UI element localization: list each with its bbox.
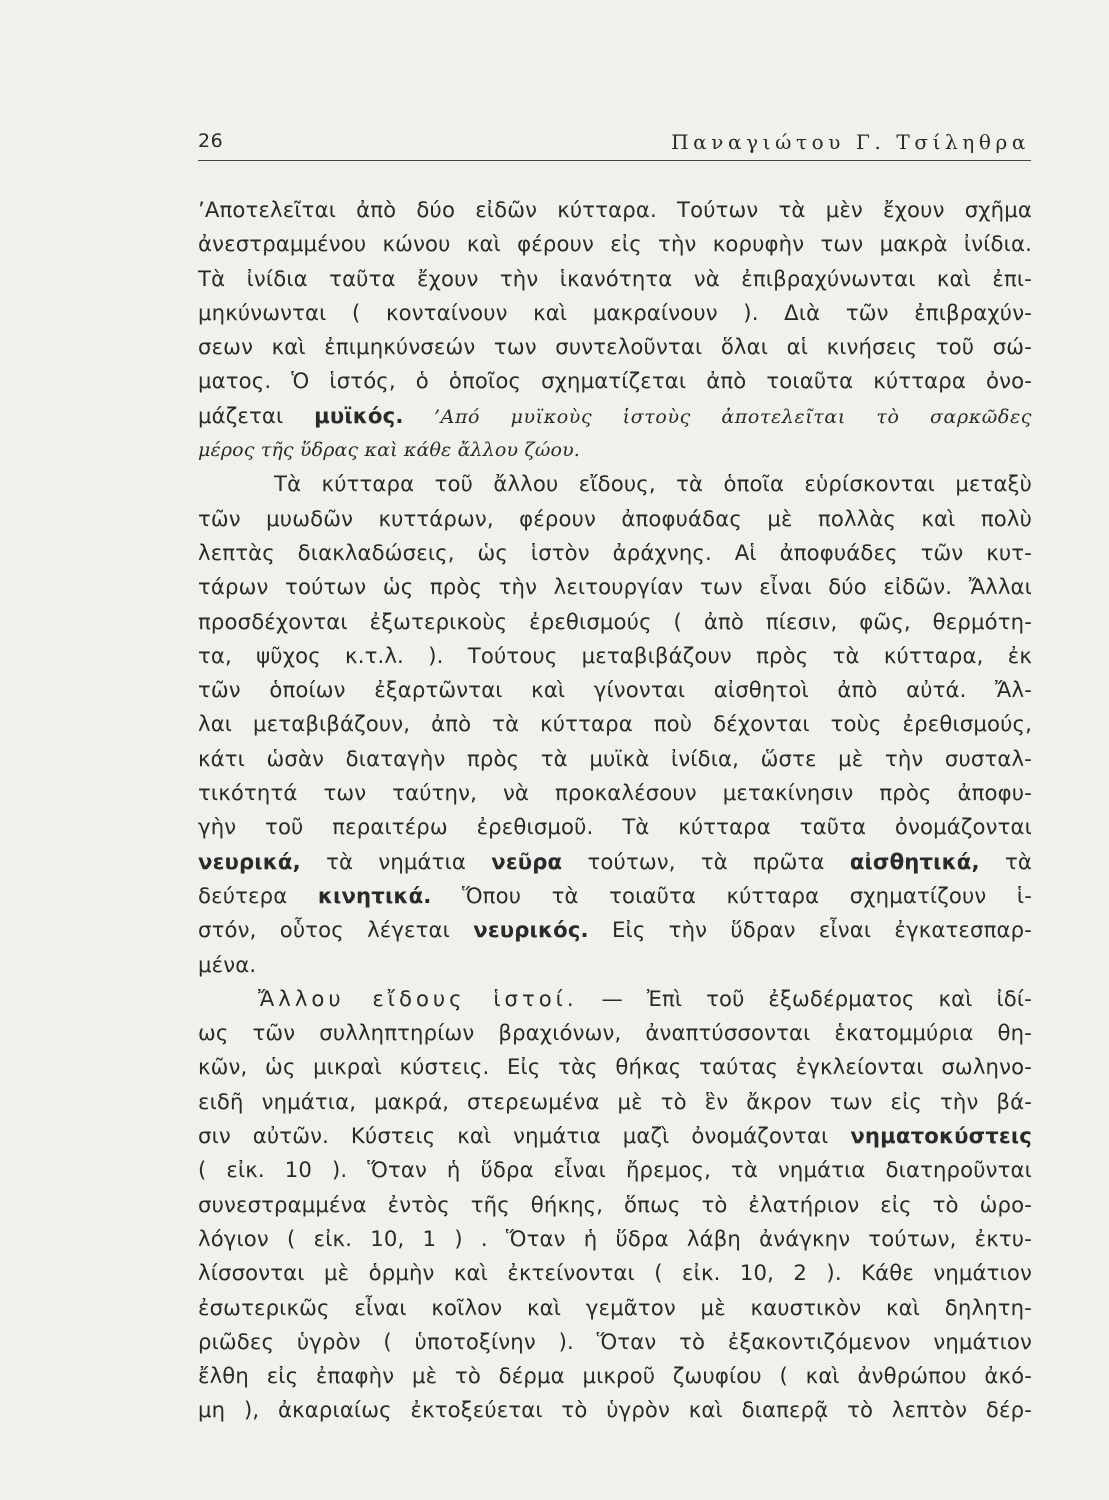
text-line <box>198 1119 1032 1153</box>
text-line <box>198 913 1032 947</box>
term-bold: νεῦρα <box>491 848 563 874</box>
text-line: λαι μεταβιβάζουν, ἀπὸ τὰ κύτταρα ποὺ δέχονται τοὺς ἐρεθισμούς, <box>198 711 1032 737</box>
text-run: μάζεται <box>198 402 315 428</box>
term-bold: κινητικά. <box>317 882 432 908</box>
text-line: λίσσονται μὲ ὁρμὴν καὶ ἐκτείνονται ( εἰκ. 10, 2 ). Κάθε νημάτιον <box>198 1260 1032 1286</box>
term-bold: αἰσθητικά, <box>849 848 980 874</box>
text-italic: ’Από μυϊκοὺς ἱστοὺς ἀποτελεῖται τὸ σαρκῶδες <box>403 405 1032 428</box>
text-line: τικότητά των ταύτην, νὰ προκαλέσουν μετακίνησιν πρὸς ἀποφυ- <box>198 780 1032 806</box>
text-line: κῶν, ὡς μικραὶ κύστεις. Εἰς τὰς θήκας ταύτας ἐγκλείονται σωληνο- <box>198 1054 1032 1080</box>
term-bold: νευρικός. <box>473 917 589 943</box>
term-bold: νηματοκύστεις <box>850 1123 1032 1149</box>
term-bold: μυϊκός. <box>314 402 404 428</box>
text-line: ριῶδες ὑγρὸν ( ὑποτοξίνην ). Ὅταν τὸ ἐξακοντιζόμενον νημάτιον <box>198 1328 1032 1354</box>
text-line: τάρων τούτων ὡς πρὸς τὴν λειτουργίαν των εἶναι δύο εἰδῶν. Ἄλλαι <box>198 574 1032 600</box>
text-run: στόν, οὗτος λέγεται <box>198 917 474 943</box>
text-run: σιν αὐτῶν. Κύστεις καὶ νημάτια μαζὶ ὀνομάζονται <box>198 1123 851 1149</box>
text-run: τὰ <box>979 848 1032 874</box>
text-line: λεπτὰς διακλαδώσεις, ὡς ἱστὸν ἀράχνης. Αἱ ἀποφυάδες τῶν κυτ- <box>198 539 1032 565</box>
text-line <box>198 982 1032 1016</box>
header-rule <box>198 160 1031 161</box>
text-line: Τὰ κύτταρα τοῦ ἄλλου εἴδους, τὰ ὁποῖα εὑρίσκονται μεταξὺ <box>274 471 1032 497</box>
text-run: Εἰς τὴν ὕδραν εἶναι ἐγκατεσπαρ- <box>588 917 1032 943</box>
text-line: κάτι ὡσὰν διαταγὴν πρὸς τὰ μυϊκὰ ἰνίδια, ὥστε μὲ τὴν συσταλ- <box>198 745 1032 771</box>
text-line: γὴν τοῦ περαιτέρω ἐρεθισμοῦ. Τὰ κύτταρα ταῦτα ὀνομάζονται <box>198 814 1032 840</box>
text-line: ( εἰκ. 10 ). Ὅταν ἡ ὕδρα εἶναι ἤρεμος, τὰ νημάτια διατηροῦνται <box>198 1157 1032 1183</box>
text-line: ’Αποτελεῖται ἀπὸ δύο εἰδῶν κύτταρα. Τούτων τὰ μὲν ἔχουν σχῆμα <box>198 197 1032 222</box>
text-line <box>198 845 1032 879</box>
text-line: τα, ψῦχος κ.τ.λ. ). Τούτους μεταβιβάζουν πρὸς τὰ κύτταρα, ἐκ <box>198 642 1032 668</box>
text-run: Ὅπου τὰ τοιαῦτα κύτταρα σχηματίζουν ἱ- <box>431 882 1033 908</box>
text-line: μηκύνωνται ( κονταίνουν καὶ μακραίνουν ). Διὰ τῶν ἐπιβραχύν- <box>198 299 1032 325</box>
body-text <box>198 193 1032 1428</box>
text-line: προσδέχονται ἐξωτερικοὺς ἐρεθισμούς ( ἀπὸ πίεσιν, φῶς, θερμότη- <box>198 608 1032 634</box>
text-line: μένα. <box>198 951 257 977</box>
text-line: ματος. Ὁ ἱστός, ὁ ὁποῖος σχηματίζεται ἀπὸ τοιαῦτα κύτταρα ὀνο- <box>198 368 1032 394</box>
text-line <box>198 399 1032 433</box>
text-line: λόγιον ( εἰκ. 10, 1 ) . Ὅταν ἡ ὕδρα λάβη ἀνάγκην τούτων, ἐκτυ- <box>198 1225 1032 1251</box>
text-line: μη ), ἀκαριαίως ἐκτοξεύεται τὸ ὑγρὸν καὶ διαπερᾷ τὸ λεπτὸν δέρ- <box>198 1397 1032 1423</box>
text-line: τῶν μυωδῶν κυττάρων, φέρουν ἀποφυάδας μὲ πολλὰς καὶ πολὺ <box>198 505 1032 531</box>
text-run: τούτων, τὰ πρῶτα <box>562 848 850 874</box>
text-line: Τὰ ἰνίδια ταῦτα ἔχουν τὴν ἱκανότητα νὰ ἐπιβραχύνωνται καὶ ἐπι- <box>198 265 1032 291</box>
text-line: σεων καὶ ἐπιμηκύνσεών των συντελοῦνται ὅλαι αἱ κινήσεις τοῦ σώ- <box>198 334 1032 360</box>
text-line: ἔλθη εἰς ἐπαφὴν μὲ τὸ δέρμα μικροῦ ζωυφίου ( καὶ ἀνθρώπου ἀκό- <box>198 1363 1032 1389</box>
page-number: 26 <box>198 130 224 152</box>
text-line: μέρος τῆς ὕδρας καὶ κάθε ἄλλου ζώου. <box>198 439 580 462</box>
text-line: ως τῶν συλληπτηρίων βραχιόνων, ἀναπτύσσονται ἑκατομμύρια θη- <box>198 1020 1032 1046</box>
text-run: — Ἐπὶ τοῦ ἐξωδέρματος καὶ ἰδί- <box>577 985 1032 1011</box>
section-heading: Ἄλλου εἴδους ἱστοί. <box>258 985 578 1011</box>
text-line: τῶν ὁποίων ἐξαρτῶνται καὶ γίνονται αἰσθητοὶ ἀπὸ αὐτά. Ἄλ- <box>198 677 1032 703</box>
text-run: δεύτερα <box>198 882 318 908</box>
text-line: ειδῆ νημάτια, μακρά, στερεωμένα μὲ τὸ ἓν ἄκρον των εἰς τὴν βά- <box>198 1088 1032 1114</box>
text-line: ἀνεστραμμένου κώνου καὶ φέρουν εἰς τὴν κορυφὴν των μακρὰ ἰνίδια. <box>198 231 1032 257</box>
running-head: Παναγιώτου Γ. Τσίληθρα <box>671 130 1030 154</box>
term-bold: νευρικά, <box>198 848 301 874</box>
text-line <box>198 879 1032 913</box>
text-line: συνεστραμμένα ἐντὸς τῆς θήκης, ὅπως τὸ ἐλατήριον εἰς τὸ ὡρο- <box>198 1191 1032 1217</box>
text-run: τὰ νημάτια <box>300 848 492 874</box>
text-line: ἐσωτερικῶς εἶναι κοῖλον καὶ γεμᾶτον μὲ καυστικὸν καὶ δηλητη- <box>198 1294 1032 1320</box>
